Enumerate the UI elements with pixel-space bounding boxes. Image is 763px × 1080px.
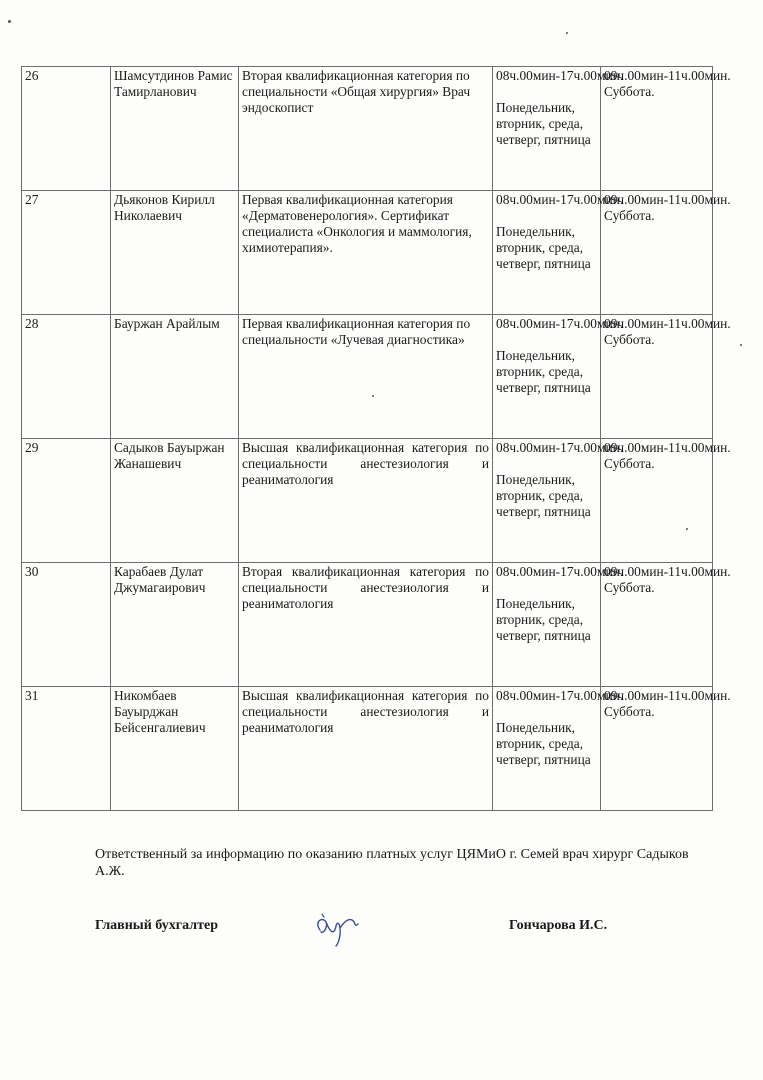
table-row: [22, 315, 713, 439]
employee-name: Бауржан Арайлым: [111, 315, 239, 439]
signatory-title: Главный бухгалтер: [95, 918, 218, 933]
table-row: [22, 563, 713, 687]
weekday-hours-cell: [493, 439, 624, 563]
weekday-days: Понедельник, вторник, среда, четверг, пятница: [496, 720, 591, 767]
qualification-cell: [239, 563, 493, 687]
responsible-note: Ответственный за информацию по оказанию платных услуг ЦЯМиО г. Семей врач хирург Садыков А.Ж.: [95, 847, 689, 879]
saturday-hours-cell: [601, 67, 731, 191]
qualification-cell: [239, 439, 493, 563]
saturday-hours-cell: [601, 439, 731, 563]
saturday-hours: 09ч.00мин-11ч.00мин. Суббота.: [604, 688, 731, 719]
row-number: 28: [22, 315, 111, 439]
row-number: 29: [22, 439, 111, 563]
weekday-days: Понедельник, вторник, среда, четверг, пятница: [496, 348, 591, 395]
row-number: 30: [22, 563, 111, 687]
employee-name: Карабаев Дулат Джумагаирович: [111, 563, 239, 687]
saturday-hours: 09ч.00мин-11ч.00мин. Суббота.: [604, 68, 731, 99]
qualification-text: Первая квалификационная категория «Дерматовенерология». Сертификат специалиста «Онкология и маммология, химиотерапия».: [242, 192, 472, 255]
weekday-hours-cell: [493, 67, 624, 191]
qualification-cell: [239, 315, 493, 439]
employee-name: Никомбаев Бауырджан Бейсенгалиевич: [111, 687, 239, 811]
saturday-hours: 09ч.00мин-11ч.00мин. Суббота.: [604, 440, 731, 471]
employee-name: Шамсутдинов Рамис Тамирланович: [111, 67, 239, 191]
row-number: 27: [22, 191, 111, 315]
weekday-days: Понедельник, вторник, среда, четверг, пятница: [496, 596, 591, 643]
signatory-name: Гончарова И.С.: [509, 918, 608, 933]
handwritten-signature: [312, 908, 372, 948]
weekday-hours-cell: [493, 687, 624, 811]
qualification-text: Вторая квалификационная категория по специальности «Общая хирургия» Врач эндоскопист: [242, 68, 471, 115]
table-row: [22, 191, 713, 315]
weekday-time: 08ч.00мин-17ч.00мин.: [496, 192, 624, 207]
row-number: 26: [22, 67, 111, 191]
weekday-hours-cell: [493, 191, 624, 315]
qualification-text: Первая квалификационная категория по специальности «Лучевая диагностика»: [242, 316, 471, 347]
saturday-hours: 09ч.00мин-11ч.00мин. Суббота.: [604, 564, 731, 595]
qualification-text: Высшая квалификационная категория по специальности анестезиология и реаниматология: [242, 440, 489, 487]
weekday-hours-cell: [493, 563, 624, 687]
table-row: [22, 67, 713, 191]
staff-schedule-table: [21, 66, 731, 811]
scan-speck: [566, 32, 568, 34]
weekday-hours-cell: [493, 315, 624, 439]
weekday-days: Понедельник, вторник, среда, четверг, пятница: [496, 472, 591, 519]
scan-speck: [8, 20, 11, 23]
weekday-time: 08ч.00мин-17ч.00мин.: [496, 68, 624, 83]
scan-speck: [740, 344, 742, 346]
qualification-cell: [239, 67, 493, 191]
row-number: 31: [22, 687, 111, 811]
weekday-days: Понедельник, вторник, среда, четверг, пятница: [496, 100, 591, 147]
saturday-hours: 09ч.00мин-11ч.00мин. Суббота.: [604, 192, 731, 223]
weekday-time: 08ч.00мин-17ч.00мин.: [496, 688, 624, 703]
saturday-hours-cell: [601, 687, 731, 811]
saturday-hours-cell: [601, 563, 731, 687]
scan-speck: [372, 395, 374, 397]
table-row: [22, 439, 713, 563]
qualification-cell: [239, 687, 493, 811]
weekday-days: Понедельник, вторник, среда, четверг, пятница: [496, 224, 591, 271]
saturday-hours-cell: [601, 191, 731, 315]
qualification-text: Вторая квалификационная категория по специальности анестезиология и реаниматология: [242, 564, 489, 611]
weekday-time: 08ч.00мин-17ч.00мин.: [496, 564, 624, 579]
saturday-hours-cell: [601, 315, 731, 439]
employee-name: Садыков Бауыржан Жанашевич: [111, 439, 239, 563]
qualification-text: Высшая квалификационная категория по специальности анестезиология и реаниматология: [242, 688, 489, 735]
table-row: [22, 687, 713, 811]
saturday-hours: 09ч.00мин-11ч.00мин. Суббота.: [604, 316, 731, 347]
qualification-cell: [239, 191, 493, 315]
scan-speck: [686, 528, 688, 530]
weekday-time: 08ч.00мин-17ч.00мин.: [496, 440, 624, 455]
employee-name: Дьяконов Кирилл Николаевич: [111, 191, 239, 315]
weekday-time: 08ч.00мин-17ч.00мин.: [496, 316, 624, 331]
